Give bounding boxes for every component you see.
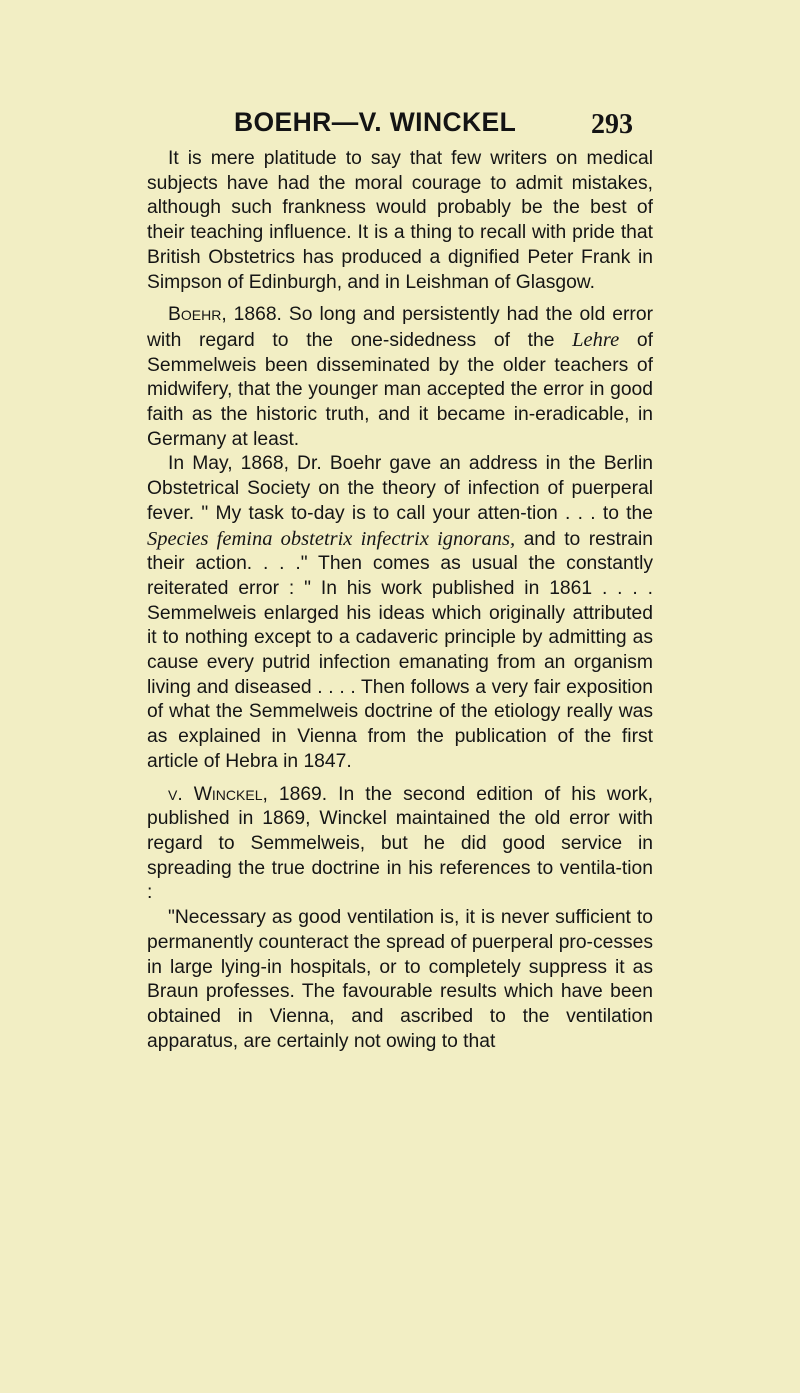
- paragraph-3: [147, 452, 653, 774]
- paragraph-4-text: , 1869. In the second edition of his work, published in 1869, Winckel maintained the old error with regard to Semmelweis, but he did good service in spreading the true doctrine in his references to ventila-tion :: [147, 783, 653, 904]
- paragraph-3-part-2: and to restrain their action. . . ." Then comes as usual the constantly reiterated error : " In his work published in 1861 . . . . Semmelweis enlarged his ideas which originally attributed it to nothing except to a cadaveric principle by admitting as cause every putrid infection emanating from an organism living and diseased . . . . Then follows a very fair exposition of what the Semmelweis doctrine of the etiology really was as explained in Vienna from the publication of the first article of Hebra in 1847.: [147, 528, 653, 772]
- section-name-winckel: v. Winckel: [168, 783, 263, 805]
- page-header: [0, 101, 800, 141]
- paragraph-1: It is mere platitude to say that few writers on medical subjects have had the moral courage to admit mistakes, although such frankness would probably be the best of their teaching influence. It is a thing to recall with pride that British Obstetrics has produced a dignified Peter Frank in Simpson of Edinburgh, and in Leishman of Glasgow.: [147, 148, 653, 293]
- section-name-boehr: Boehr: [168, 304, 222, 326]
- page-number: 293: [591, 109, 633, 140]
- body-text: [147, 147, 653, 1054]
- running-title: BOEHR—V. WINCKEL: [234, 107, 517, 137]
- paragraph-3-part-1: In May, 1868, Dr. Boehr gave an address in the Berlin Obstetrical Society on the theory of infection of puerperal fever. " My task to-day is to call your atten-tion . . . to the: [147, 453, 653, 524]
- paragraph-2-tail: of Semmelweis been disseminated by the older teachers of midwifery, that the younger man accepted the error in good faith as the historic truth, and it became in-eradicable, in Germany at least.: [147, 329, 654, 450]
- italic-species: Species femina obstetrix infectrix ignorans,: [147, 527, 516, 550]
- paragraph-2-text: , 1868. So long and persistently had the old error with regard to the one-sidedness of the: [147, 304, 653, 351]
- paragraph-2: [147, 303, 653, 452]
- paragraph-5: "Necessary as good ventilation is, it is never sufficient to permanently counteract the spread of puerperal pro-cesses in large lying-in hospitals, or to completely suppress it as Braun professes. The favourable results which have been obtained in Vienna, and ascribed to the ventilation apparatus, are certainly not owing to that: [147, 907, 653, 1052]
- italic-lehre: Lehre: [572, 328, 620, 351]
- paragraph-4: [147, 783, 653, 907]
